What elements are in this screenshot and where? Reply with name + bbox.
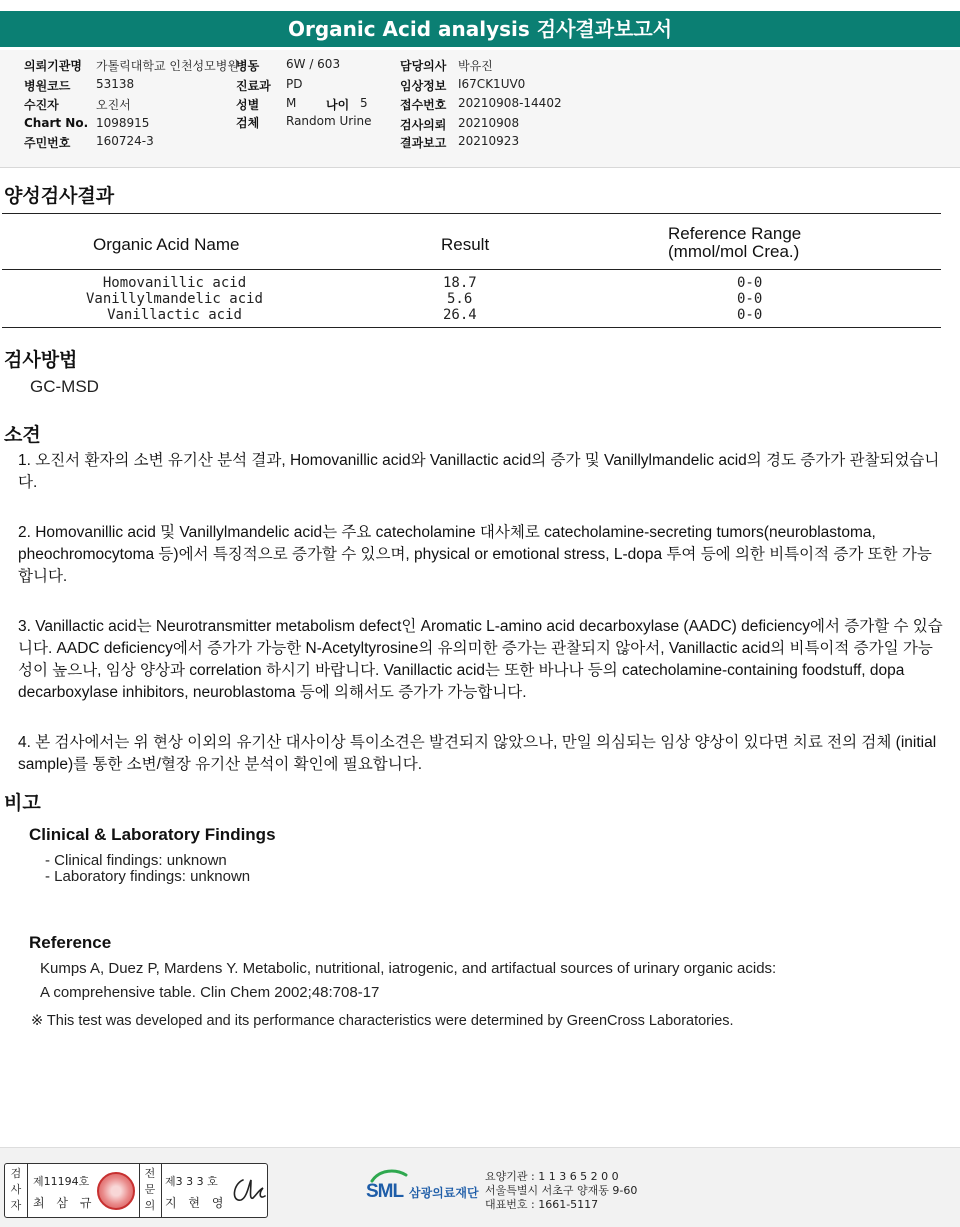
approver-license: 제3 3 3 호 <box>165 1175 218 1188</box>
receipt-no-label: 접수번호 <box>400 98 447 112</box>
row-range: 0-0 <box>737 275 763 291</box>
row-name: Homovanillic acid <box>102 275 247 291</box>
col-header-range <box>668 225 801 261</box>
col-header-range-line2: (mmol/mol Crea.) <box>668 242 800 261</box>
resident-no-value: 160724-3 <box>96 134 154 148</box>
signature-box <box>4 1163 268 1218</box>
clinical-info-label: 임상정보 <box>400 79 447 93</box>
institution-value: 가톨릭대학교 인천성모병원 <box>96 59 239 73</box>
report-date-value: 20210923 <box>458 134 520 148</box>
hospital-code-value: 53138 <box>96 77 135 91</box>
laboratory-findings: - Laboratory findings: unknown <box>45 868 251 885</box>
finding-paragraph-3: 3. Vanillactic acid는 Neurotransmitter metabolism defect인 Aromatic L-amino acid decarboxylase (AADC) deficiency에서 증가할 수 있습니다. AADC deficiency에서 증가가 가능한 N-Acetyltyrosine의 유의미한 증가는 관찰되지 않아서, Vanillactic acid의 비특이적 증가일 가능성이 높으나, 임상 양상과 correlation 하시기 바랍니다. Vanillactic acid는 또한 바나나 등의 catecholamine-containing foodstuff, dopa decarboxylase inhibitors, neuroblastoma 등에 의해서도 증가가 가능합니다. <box>18 618 943 701</box>
finding-paragraph-1: 1. 오진서 환자의 소변 유기산 분석 결과, Homovanillic acid와 Vanillactic acid의 증가 및 Vanillylmandelic acid의 경도 증가가 관찰되었습니다. <box>18 452 940 491</box>
reference-line-2: A comprehensive table. Clin Chem 2002;48:708-17 <box>40 984 380 1001</box>
examiner-name: 최 삼 규 <box>33 1196 96 1210</box>
clinical-lab-heading: Clinical & Laboratory Findings <box>29 825 276 844</box>
department-value: PD <box>286 77 303 91</box>
approver-name: 지 현 영 <box>165 1196 228 1210</box>
row-name: Vanillylmandelic acid <box>85 291 263 307</box>
org-name: 삼광의료재단 <box>409 1186 479 1200</box>
org-code: 요양기관 : 1 1 3 6 5 2 0 0 <box>485 1170 619 1183</box>
col-header-name: Organic Acid Name <box>93 235 240 254</box>
clinical-findings: - Clinical findings: unknown <box>45 852 227 869</box>
findings-heading: 소견 <box>4 424 41 446</box>
header-divider <box>2 269 941 270</box>
patient-info-panel <box>0 50 960 168</box>
logo-text: SML <box>366 1181 404 1202</box>
results-table <box>2 213 941 328</box>
request-date-value: 20210908 <box>458 116 520 130</box>
col-header-range-line1: Reference Range <box>668 224 802 243</box>
examinee-label: 수진자 <box>24 98 59 112</box>
reference-heading: Reference <box>29 933 112 952</box>
chart-no-label: Chart No. <box>24 116 89 130</box>
examiner-vertical-label: 검 사 자 <box>10 1167 22 1212</box>
remarks-heading: 비고 <box>4 792 41 814</box>
org-address: 서울특별시 서초구 양재동 9-60 <box>485 1184 638 1197</box>
clinical-info-value: I67CK1UV0 <box>458 77 526 91</box>
doctor-label: 담당의사 <box>400 59 447 73</box>
approver-vertical-label: 전 문 의 <box>144 1167 156 1212</box>
method-heading: 검사방법 <box>4 349 78 371</box>
report-date-label: 결과보고 <box>400 136 447 150</box>
org-info <box>485 1170 637 1212</box>
finding-paragraph-2: 2. Homovanillic acid 및 Vanillylmandelic acid는 주요 catecholamine 대사체로 catecholamine-secreting tumors(neuroblastoma, pheochromocytoma 등)에서 특징적으로 증가할 수 있으며, physical or emotional stress, L-dopa 투여 등에 의한 비특이적 증가 또한 가능합니다. <box>18 524 932 585</box>
signature-icon <box>229 1174 267 1208</box>
examiner-license: 제11194호 <box>33 1175 90 1188</box>
institution-label: 의뢰기관명 <box>24 59 82 73</box>
doctor-value: 박유진 <box>458 59 493 73</box>
sex-label: 성별 <box>236 98 260 112</box>
row-range: 0-0 <box>737 291 763 307</box>
department-label: 진료과 <box>236 79 271 93</box>
row-result: 26.4 <box>443 307 477 323</box>
receipt-no-value: 20210908-14402 <box>458 96 562 110</box>
age-label: 나이 <box>326 98 350 112</box>
org-phone: 대표번호 : 1661-5117 <box>485 1198 599 1211</box>
finding-paragraph-4: 4. 본 검사에서는 위 현상 이외의 유기산 대사이상 특이소견은 발견되지 않았으나, 만일 의심되는 임상 양상이 있다면 치료 전의 검체 (initial sample)를 통한 소변/혈장 유기산 분석이 확인에 필요합니다. <box>18 734 937 773</box>
ward-value: 6W / 603 <box>286 57 341 71</box>
hospital-code-label: 병원코드 <box>24 79 71 93</box>
development-note: ※ This test was developed and its performance characteristics were determined by GreenCross Laboratories. <box>31 1013 734 1029</box>
row-range: 0-0 <box>737 307 763 323</box>
row-result: 5.6 <box>447 291 473 307</box>
sex-value: M <box>286 96 297 110</box>
reference-line-1: Kumps A, Duez P, Mardens Y. Metabolic, nutritional, iatrogenic, and artifactual sources of urinary organic acids: <box>40 960 777 977</box>
col-header-result: Result <box>441 235 490 254</box>
seal-stamp-icon <box>97 1172 135 1210</box>
report-title: Organic Acid analysis 검사결과보고서 <box>0 11 960 47</box>
age-value: 5 <box>360 96 368 110</box>
ward-label: 병동 <box>236 59 260 73</box>
row-result: 18.7 <box>443 275 477 291</box>
request-date-label: 검사의뢰 <box>400 118 447 132</box>
row-name: Vanillactic acid <box>107 307 242 323</box>
resident-no-label: 주민번호 <box>24 136 71 150</box>
specimen-value: Random Urine <box>286 114 372 128</box>
method-value: GC-MSD <box>30 377 99 396</box>
positive-results-heading: 양성검사결과 <box>4 185 115 207</box>
specimen-label: 검체 <box>236 116 260 130</box>
sml-logo <box>366 1169 496 1207</box>
examinee-value: 오진서 <box>96 98 131 112</box>
chart-no-value: 1098915 <box>96 116 150 130</box>
